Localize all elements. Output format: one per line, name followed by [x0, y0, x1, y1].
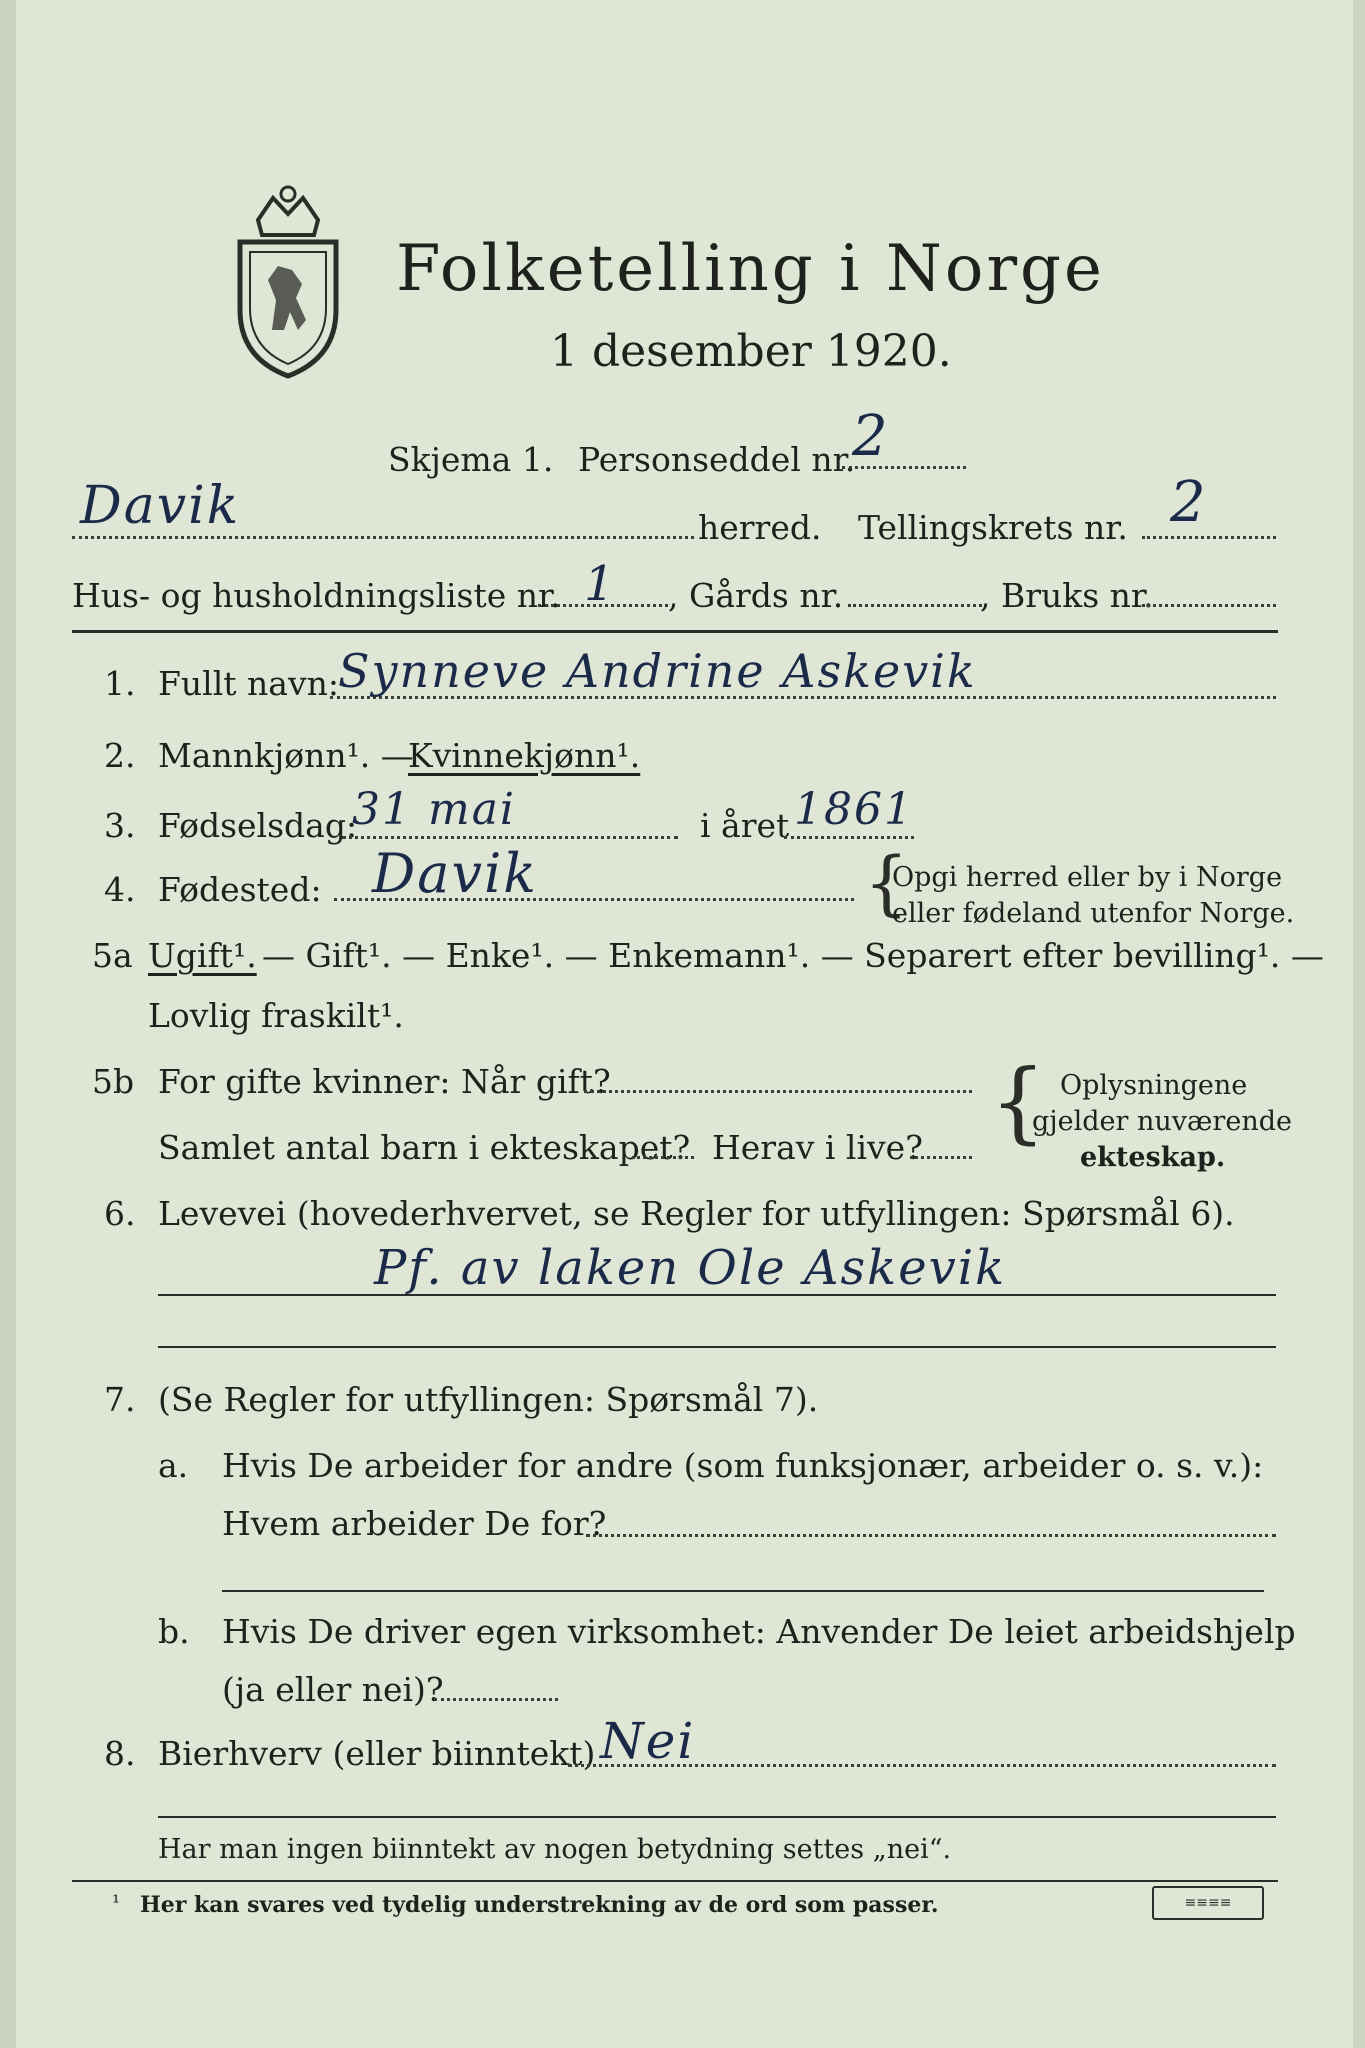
household-value: 1: [584, 556, 617, 612]
gards-line: [848, 604, 982, 607]
footnote-text: Her kan svares ved tydelig understrekning av de ord som passer.: [140, 1892, 939, 1918]
q6-label: Levevei (hovederhvervet, se Regler for utfyllingen: Spørsmål 6).: [158, 1194, 1235, 1233]
footer-divider: [72, 1880, 1278, 1882]
q5b-note-line1: Oplysningene: [1060, 1070, 1248, 1101]
q7a-employer-line: [586, 1534, 1276, 1537]
q4-note-line1: Opgi herred eller by i Norge: [892, 862, 1283, 893]
q7b-line: [434, 1698, 558, 1701]
q6-value: Pf. av laken Ole Askevik: [374, 1240, 1007, 1296]
q5b-number: 5b: [92, 1062, 135, 1101]
q5b-alive-label: Herav i live?: [712, 1128, 923, 1167]
printer-stamp: ≡≡≡≡: [1152, 1886, 1264, 1920]
paper-edge-left: [0, 0, 16, 2048]
q3-year-line: [784, 836, 914, 839]
q7a-line2: Hvem arbeider De for?: [222, 1504, 607, 1543]
q8-number: 8.: [104, 1734, 136, 1773]
header-divider: [72, 630, 1278, 633]
q6-number: 6.: [104, 1194, 136, 1233]
herred-label: herred.: [698, 508, 822, 547]
q8-extra-line: [158, 1816, 1276, 1818]
q3-line: [342, 836, 678, 839]
q4-number: 4.: [104, 870, 136, 909]
personseddel-value: 2: [852, 404, 890, 469]
schema-label: Skjema 1.: [388, 440, 554, 479]
q7b-letter: b.: [158, 1612, 190, 1651]
q8-value: Nei: [600, 1712, 696, 1770]
bruks-label: , Bruks nr.: [980, 576, 1154, 615]
tellingskrets-value: 2: [1170, 470, 1208, 535]
q3-year-value: 1861: [794, 784, 914, 835]
q5b-brace: {: [990, 1050, 1046, 1153]
household-label: Hus- og husholdningsliste nr.: [72, 576, 561, 615]
q5b-married-line: [584, 1090, 972, 1093]
gards-label: , Gårds nr.: [668, 576, 844, 615]
form-subtitle: 1 desember 1920.: [550, 326, 952, 377]
q6-line1: [158, 1294, 1276, 1296]
q5a-number: 5a: [92, 936, 133, 975]
q8-label: Bierhverv (eller biinntekt): [158, 1734, 596, 1773]
q2-male-option: Mannkjønn¹. —: [158, 736, 414, 775]
paper-edge-right: [1353, 0, 1365, 2048]
q1-value: Synneve Andrine Askevik: [338, 644, 977, 698]
municipality-line: [72, 536, 694, 539]
q4-label: Fødested:: [158, 870, 322, 909]
q5a-other-options: — Gift¹. — Enke¹. — Enkemann¹. — Separert efter bevilling¹. —: [262, 936, 1324, 975]
q5b-children-line: [632, 1156, 694, 1159]
footer-note: Har man ingen biinntekt av nogen betydning settes „nei“.: [158, 1834, 952, 1865]
q5b-alive-line: [910, 1156, 972, 1159]
q4-brace: {: [864, 842, 909, 924]
q7a-label: Hvis De arbeider for andre (som funksjonær, arbeider o. s. v.):: [222, 1446, 1264, 1485]
q1-label: Fullt navn:: [158, 664, 339, 703]
tellingskrets-label: Tellingskrets nr.: [858, 508, 1128, 547]
q3-label: Fødselsdag:: [158, 806, 358, 845]
q5b-children-label: Samlet antal barn i ekteskapet?: [158, 1128, 691, 1167]
q2-female-option: Kvinnekjønn¹.: [408, 736, 641, 775]
q7a-letter: a.: [158, 1446, 189, 1485]
q5b-note-line2: gjelder nuværende: [1032, 1106, 1292, 1137]
municipality-value: Davik: [80, 476, 241, 536]
q3-year-label: i året: [700, 806, 790, 845]
q7b-label: Hvis De driver egen virksomhet: Anvender De leiet arbeidshjelp: [222, 1612, 1296, 1651]
tellingskrets-line: [1142, 536, 1276, 539]
q5a-line2: Lovlig fraskilt¹.: [148, 996, 404, 1035]
q7b-line2: (ja eller nei)?: [222, 1670, 444, 1709]
q7a-extra-line: [222, 1590, 1264, 1592]
q5b-label: For gifte kvinner: Når gift?: [158, 1062, 611, 1101]
q7-label: (Se Regler for utfyllingen: Spørsmål 7).: [158, 1380, 819, 1419]
q1-number: 1.: [104, 664, 136, 703]
personseddel-label: Personseddel nr.: [578, 440, 856, 479]
q4-note-line2: eller fødeland utenfor Norge.: [892, 898, 1295, 929]
form-title: Folketelling i Norge: [396, 232, 1105, 306]
q2-number: 2.: [104, 736, 136, 775]
q5b-note-line3: ekteskap.: [1080, 1142, 1226, 1173]
bruks-line: [1142, 604, 1276, 607]
q5a-ugift-option: Ugift¹.: [148, 936, 257, 975]
q3-value: 31 mai: [352, 784, 517, 835]
norway-coat-of-arms-icon: [228, 180, 348, 380]
q4-value: Davik: [372, 842, 538, 905]
q6-line2: [158, 1346, 1276, 1348]
footnote-mark: ¹: [112, 1890, 121, 1914]
q7-number: 7.: [104, 1380, 136, 1419]
q3-number: 3.: [104, 806, 136, 845]
